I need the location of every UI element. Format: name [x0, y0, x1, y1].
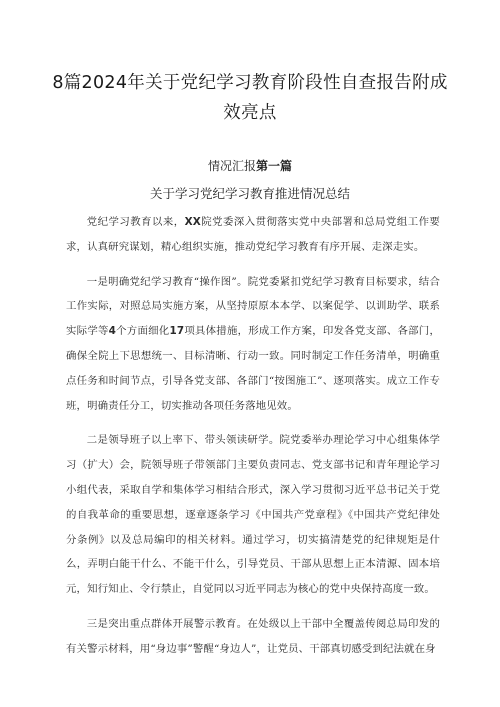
text-run: 一是明确党纪学习教育“操作图”。院党委紧扣党纪学习教育目标要求，结合工作实际，对照总局实施方案，从坚持原原本本学、以案促学、以训助学、联系实际学等: [66, 275, 440, 338]
paragraph-point-1: [66, 270, 440, 419]
text-run-bold: 4: [108, 325, 117, 338]
section-subtitle: 关于学习党纪学习教育推进情况总结: [149, 186, 350, 201]
text-run: 项具体措施，形成工作方案，印发各党支部、各部门，确保全院上下思想统一、目标清晰、行动一致。同时制定工作任务清单，明确重点任务和时间节点，引导各党支部、各部门“按图施工”、逐项落实。成立工作专班，明确责任分工，切实推动各项任务落地见效。: [66, 325, 440, 412]
paragraph-intro: [66, 210, 440, 260]
section-label-prefix: 情况汇报: [207, 159, 256, 173]
text-run: 二是领导班子以上率下、带头领读研学。院党委举办理论学习中心组集体学习（扩大）会，院领导班子带领部门主要负责同志、党支部书记和青年理论学习小组代表，采取自学和集体学习相结合形式，深入学习贯彻习近平总书记关于党的自我革命的重要思想，逐章逐条学习《中国共产党章程》《中国共产党纪律处分条例》以及总局编印的相关材料。通过学习，切实搞清楚党的纪律规矩是什么，弄明白能干什么、不能干什么，引导党员、干部从思想上正本清源、固本培元，知行知止、令行禁止，自觉同以习近平同志为核心的党中央保持高度一致。: [66, 434, 440, 596]
section-label: [0, 158, 500, 174]
text-run-bold: XX: [184, 216, 201, 228]
text-run: 个方面细化: [116, 325, 170, 338]
paragraph-point-3: [66, 612, 440, 662]
section-label-number: 第一篇: [256, 159, 293, 173]
text-run: 院党委深入贯彻落实党中央部署和总局党组工作要求，认真研究谋划，精心组织实施，推动党纪学习教育有序开展、走深走实。: [66, 216, 440, 253]
text-run: 三是突出重点群体开展警示教育。在处级以上干部中全覆盖传阅总局印发的有关警示材料，用“身边事”警醒“身边人”，让党员、干部真切感受到纪法就在身: [66, 617, 440, 655]
title-line-2: 效亮点: [223, 103, 277, 123]
text-run-bold: 17: [169, 325, 185, 338]
paragraph-point-2: [66, 428, 440, 602]
text-run: 党纪学习教育以来，: [86, 216, 185, 228]
document-body: [66, 210, 440, 672]
title-line-1: 8篇2024年关于党纪学习教育阶段性自查报告附成: [52, 73, 448, 93]
document-title: [40, 68, 460, 128]
